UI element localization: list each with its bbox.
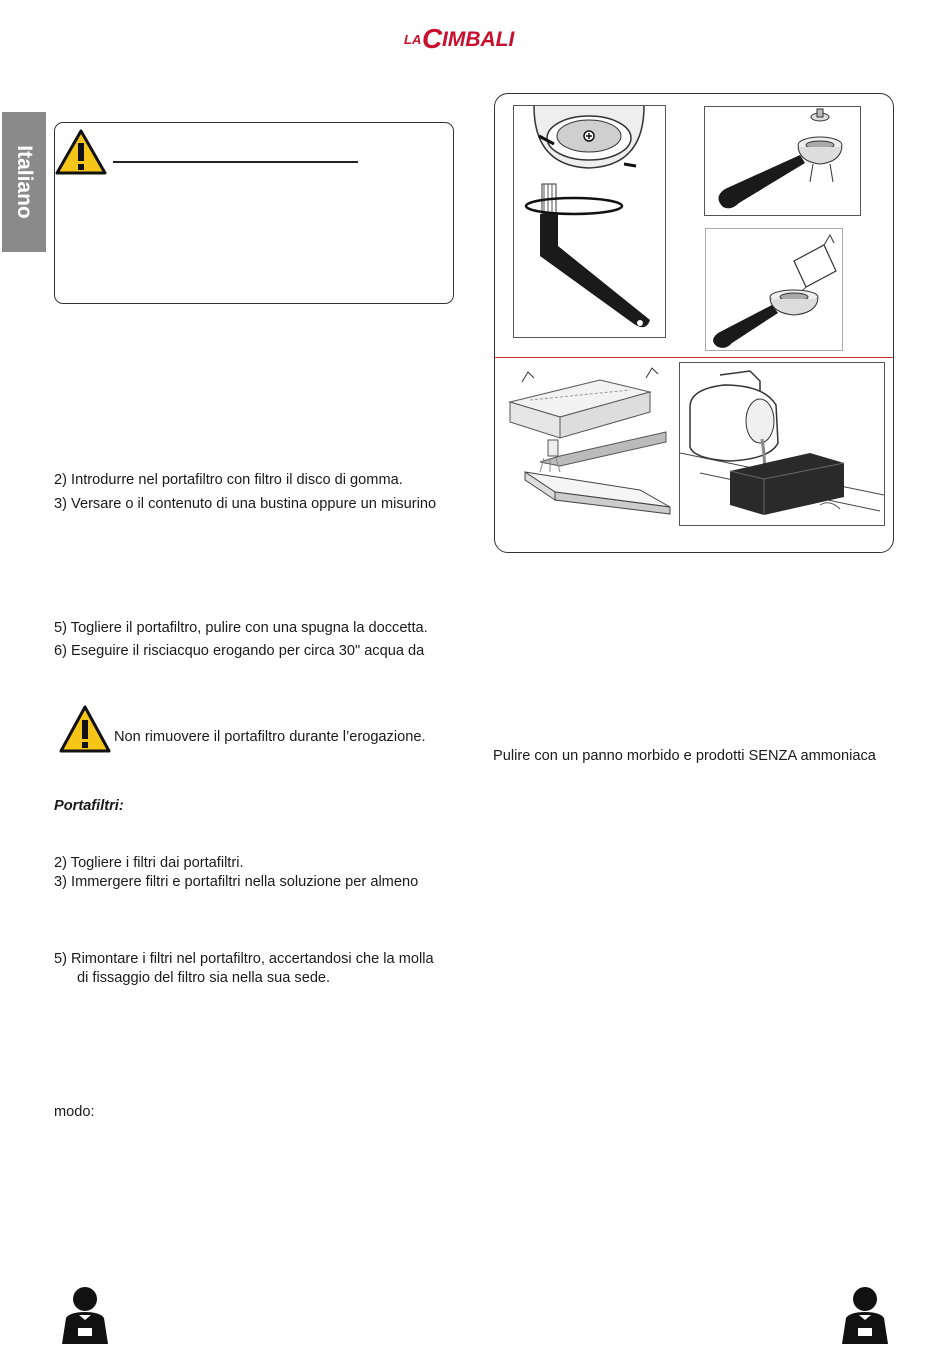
illustration-divider [494, 357, 894, 358]
step-2: 2) Introdurre nel portafiltro con filtro il disco di gomma. [54, 472, 403, 488]
warning-icon [58, 704, 112, 754]
pf-step-5: 5) Rimontare i filtri nel portafiltro, accertandosi che la molla [54, 951, 434, 967]
warning-box [54, 122, 454, 304]
barista-icon [836, 1286, 894, 1344]
illustration-portafilter-disc [704, 106, 861, 216]
svg-text:C: C [422, 23, 443, 54]
pf-step-2: 2) Togliere i filtri dai portafiltri. [54, 855, 244, 871]
illustration-pour-detergent [705, 228, 843, 351]
step-3: 3) Versare o il contenuto di una bustina oppure un misurino [54, 496, 437, 512]
cleaning-note: Pulire con un panno morbido e prodotti SENZA ammoniaca [493, 748, 876, 764]
pf-step-3: 3) Immergere filtri e portafiltri nella soluzione per almeno [54, 874, 419, 890]
modo-label: modo: [54, 1104, 95, 1120]
svg-text:IMBALI: IMBALI [442, 28, 515, 51]
brand-logo [404, 22, 549, 54]
illustration-brush-cleaning [513, 105, 666, 338]
illustration-drip-tray [500, 362, 676, 522]
barista-icon [56, 1286, 114, 1344]
language-tab-label: Italiano [13, 145, 36, 219]
warning-icon [54, 128, 108, 176]
pf-step-5-cont: di fissaggio del filtro sia nella sua sede. [77, 970, 331, 986]
step-5: 5) Togliere il portafiltro, pulire con una spugna la doccetta. [54, 620, 428, 636]
warning-inline-text: Non rimuovere il portafiltro durante l’erogazione. [114, 729, 426, 745]
step-6: 6) Eseguire il risciacquo erogando per circa 30" acqua da [54, 643, 425, 659]
illustration-drain-pour [679, 362, 885, 526]
language-tab[interactable] [2, 112, 46, 252]
portafiltri-heading: Portafiltri: [54, 798, 124, 814]
warning-title-rule [113, 161, 358, 163]
svg-text:LA: LA [404, 32, 422, 47]
